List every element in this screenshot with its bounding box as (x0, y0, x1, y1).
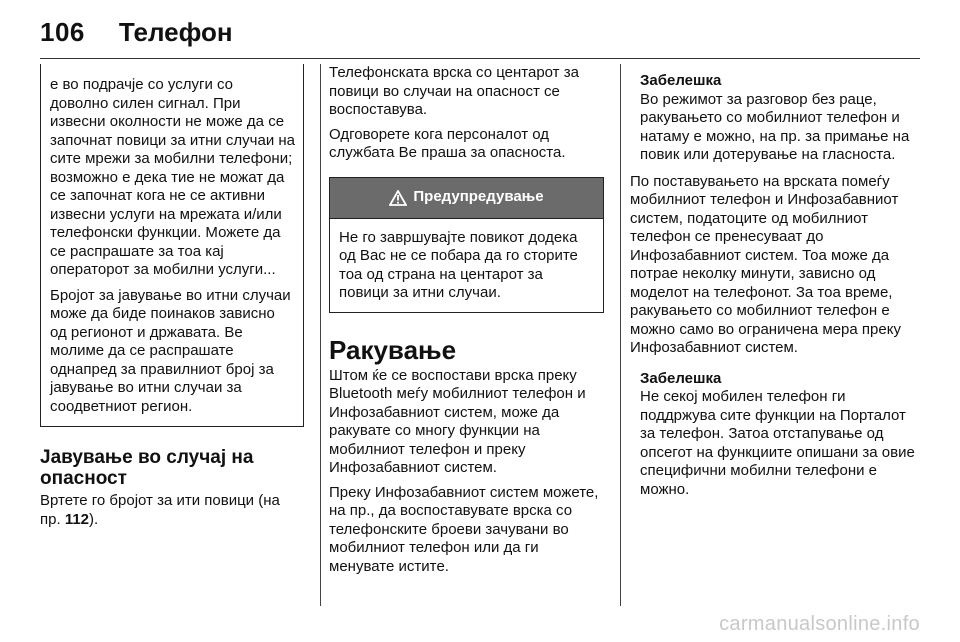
page-ref: 112 (64, 510, 90, 528)
note-1-text: Во режимот за разговор без раце, ракувањето со мобилниот телефон и натаму е можно, на пр. за примање на повик или дотерување на гласноста. (640, 90, 910, 163)
column-1 (40, 64, 304, 535)
paragraph-3: Штом ќе се воспостави врска преку Bluetooth меѓу мобилниот телефон и Инфозабавниот систем, може да ракувате со многу функции на мобилниот телефон и преку Инфозабавниот систем. (329, 366, 586, 476)
column-divider-1 (320, 64, 321, 606)
paragraph-1: Телефонската врска со центарот за повици во случаи на опасност се воспоставува. (329, 64, 579, 118)
continued-warning-box (40, 64, 304, 427)
emergency-call-text (40, 492, 304, 529)
warning-text: Не го завршувајте повикот додека од Вас не се побара да го сторите тоа од страна на центарот за повици за итни случаи. (339, 228, 578, 301)
warning-box (329, 177, 604, 313)
note-2-title: Забелешка (640, 369, 722, 387)
warning-triangle-icon (389, 190, 407, 206)
column-3 (630, 64, 918, 507)
page-title: Телефон (118, 16, 233, 47)
box-paragraph-2: Бројот за јавување во итни случаи може да биде поинаков зависно од регионот и државата. Ве молиме да се распрашате однапред за правилниот број за јавување во итни случаи за соодветниот регион. (50, 286, 291, 415)
note-2 (640, 370, 918, 500)
note-2-text: Не секој мобилен телефон ги поддржува сите функции на Порталот за телефон. Затоа отстапување од опсегот на функциите опишани за овие специфични мобилни телефони е можно. (640, 388, 915, 498)
page-header (40, 14, 233, 50)
box-paragraph-1: е во подрачје со услуги со доволно силен сигнал. При извесни околности не може да се започнат повици за итни случаи на сите мрежи за мобилни телефони; возможно е дека тие не можат да се започнат кога не се активни извесни услуги на мрежата и/или телефонски функции. Можете да се распрашате за тоа кај операторот за мобилни услуги... (50, 76, 296, 278)
watermark: carmanualsonline.info (719, 613, 920, 635)
operation-heading: Ракување (329, 334, 457, 365)
warning-title: Предупредување (413, 188, 544, 206)
page-number: 106 (40, 16, 85, 47)
paragraph-4: Преку Инфозабавниот систем можете, на пр., да воспоставувате врска со телефонските броеви зачувани во мобилниот телефон или да ги менувате иститe. (329, 483, 599, 575)
note-1-title: Забелешка (640, 72, 722, 89)
emergency-call-section (40, 447, 304, 529)
column-2 (329, 64, 604, 582)
text-after-ref: ). (89, 510, 99, 528)
column-divider-2 (620, 64, 621, 606)
section-title: Јавување во случај на опасност (40, 447, 254, 489)
note-1 (640, 72, 918, 165)
paragraph-2: Одговорете кога персоналот од службата Ве праша за опасноста. (329, 125, 566, 161)
paragraph-1: По поставувањето на врската помеѓу мобилниот телефон и Инфозабавниот систем, податоците од мобилниот телефон се пренесуваат до Инфозабавниот систем. Тоа може да потрае неколку минути, зависно од моделот на телефонот. За тоа време, ракувањето со мобилниот телефон е можно само во ограничена мера преку Инфозабавниот систем. (630, 172, 901, 356)
text-before-ref: Вртете го бројот за ити повици (на пр. (40, 492, 280, 528)
header-rule (40, 58, 920, 59)
warning-header (330, 178, 603, 219)
